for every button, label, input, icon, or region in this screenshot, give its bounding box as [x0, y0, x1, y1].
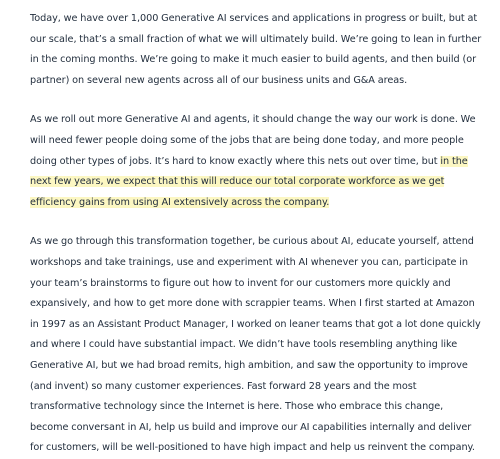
- paragraph-genai-services: Today, we have over 1,000 Generative AI services and applications in progress or built, but at our scale, that’s a small fraction of what we will ultimately build. We’re going to lean in further in the coming months. We’re going to make it much easier to build agents, and then build (or partner) on several new agents across all of our business units and G&A areas.: [30, 13, 482, 86]
- highlighted-workforce-statement: in the next few years, we expect that this will reduce our total corporate workforce as we get efficiency gains from using AI extensively across the company.: [30, 155, 468, 208]
- document-body: [30, 9, 482, 459]
- paragraph-transformation: As we go through this transformation together, be curious about AI, educate yourself, attend workshops and take trainings, use and experiment with AI whenever you can, participate in your team’s brainstorms to figure out how to invent for our customers more quickly and expansively, and how to get more done with scrappier teams. When I first started at Amazon in 1997 as an Assistant Product Manager, I worked on leaner teams that got a lot done quickly and where I could have substantial impact. We didn’t have tools resembling anything like Generative AI, but we had broad remits, high ambition, and saw the opportunity to improve (and invent) so many customer experiences. Fast forward 28 years and the most transformative technology since the Internet is here. Those who embrace this change, become conversant in AI, help us build and improve our AI capabilities internally and deliver for customers, will be well-positioned to have high impact and help us reinvent the company.: [30, 236, 481, 454]
- paragraph-workforce-text: As we roll out more Generative AI and agents, it should change the way our work is done. We will need fewer people doing some of the jobs that are being done today, and more people doing other types of jobs. It’s hard to know exactly where this nets out over time, but: [30, 114, 476, 167]
- paragraph-workforce: [30, 110, 482, 213]
